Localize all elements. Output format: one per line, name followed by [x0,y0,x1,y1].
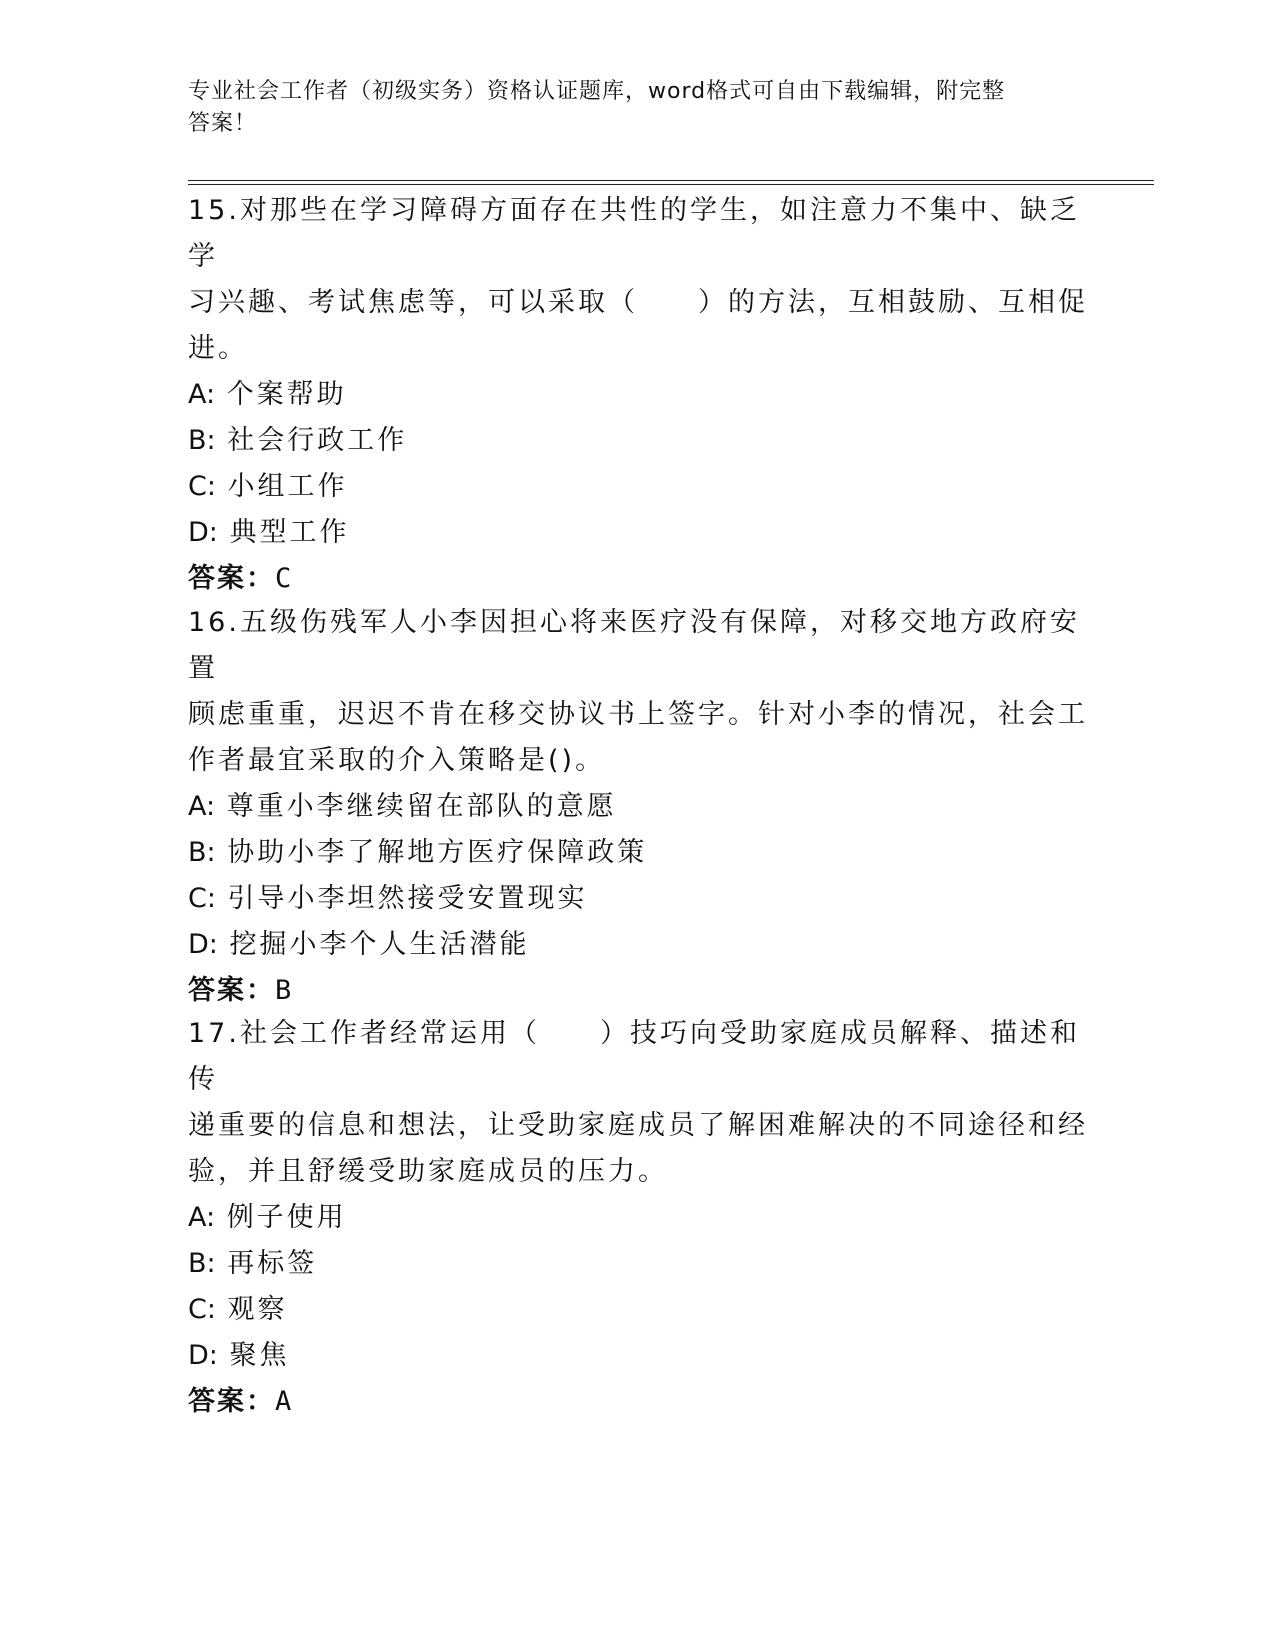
question-number: 16. [188,607,240,638]
question-stem-line: 作者最宜采取的介入策略是()。 [188,745,606,776]
question-stem-line: 16.五级伤残军人小李因担心将来医疗没有保障，对移交地方政府安置 [188,607,1080,684]
option-a [188,784,1088,830]
question-16 [188,600,1088,1014]
answer-label: 答案： [188,1386,275,1417]
option-text: 观察 [227,1294,288,1325]
answer-line [188,556,1088,602]
option-key: B: [188,1248,216,1279]
option-a [188,1195,1088,1241]
answer-value: B [275,975,294,1006]
option-b [188,830,1088,876]
question-number: 15. [188,195,240,226]
option-key: B: [188,425,216,456]
option-key: A: [188,1202,216,1233]
option-text: 例子使用 [226,1202,347,1233]
option-text: 个案帮助 [226,379,347,410]
option-text: 尊重小李继续留在部队的意愿 [226,791,617,822]
question-stem-line: 15.对那些在学习障碍方面存在共性的学生，如注意力不集中、缺乏学 [188,195,1080,272]
option-key: A: [188,791,216,822]
answer-label: 答案： [188,563,275,594]
option-text: 引导小李坦然接受安置现实 [227,883,588,914]
option-a [188,372,1088,418]
question-number: 17. [188,1018,240,1049]
answer-label: 答案： [188,975,275,1006]
header-divider-bottom [188,184,1154,185]
option-text: 协助小李了解地方医疗保障政策 [227,837,648,868]
answer-line [188,968,1088,1014]
option-text: 聚焦 [229,1340,290,1371]
option-c [188,876,1088,922]
option-d [188,510,1088,556]
option-b [188,418,1088,464]
question-stem-line: 验，并且舒缓受助家庭成员的压力。 [188,1156,668,1187]
option-key: C: [188,883,216,914]
answer-value: A [275,1386,294,1417]
option-key: B: [188,837,216,868]
option-text: 小组工作 [227,471,348,502]
question-stem-line: 顾虑重重，迟迟不肯在移交协议书上签字。针对小李的情况，社会工 [188,699,1088,730]
question-stem-line: 递重要的信息和想法，让受助家庭成员了解困难解决的不同途径和经 [188,1110,1088,1141]
option-d [188,922,1088,968]
option-key: D: [188,1340,218,1371]
answer-value: C [275,563,294,594]
answer-line [188,1379,1088,1425]
option-d [188,1333,1088,1379]
option-text: 再标签 [227,1248,318,1279]
header-line-2: 答案！ [188,111,258,136]
option-b [188,1241,1088,1287]
option-c [188,464,1088,510]
option-key: D: [188,929,218,960]
option-key: C: [188,1294,216,1325]
question-17 [188,1011,1088,1425]
question-15 [188,188,1088,602]
question-stem-line: 进。 [188,333,248,364]
header-divider-top [188,180,1154,181]
option-text: 挖掘小李个人生活潜能 [229,929,530,960]
option-c [188,1287,1088,1333]
option-text: 典型工作 [229,517,350,548]
question-stem-line: 习兴趣、考试焦虑等，可以采取（ ）的方法，互相鼓励、互相促 [188,287,1088,318]
question-stem-line: 17.社会工作者经常运用（ ）技巧向受助家庭成员解释、描述和传 [188,1018,1080,1095]
option-key: A: [188,379,216,410]
document-header [188,76,1068,140]
header-line-1: 专业社会工作者（初级实务）资格认证题库，word格式可自由下载编辑，附完整 [188,79,1006,104]
option-key: D: [188,517,218,548]
option-text: 社会行政工作 [227,425,408,456]
option-key: C: [188,471,216,502]
